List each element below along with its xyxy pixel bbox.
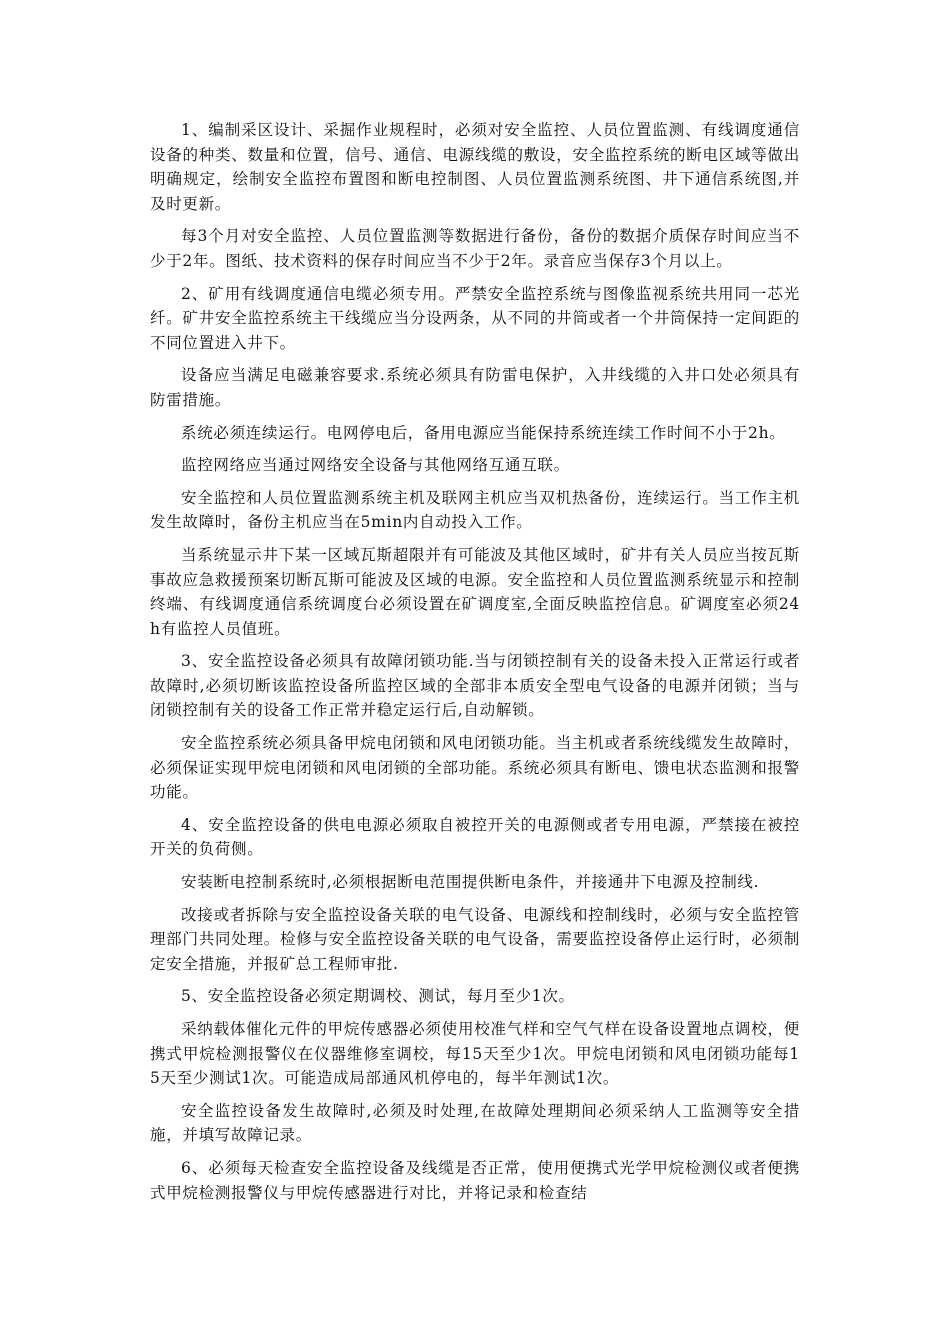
paragraph-15: 采纳载体催化元件的甲烷传感器必须使用校准气样和空气气样在设备设置地点调校，便携式甲烷检测报警仪在仪器维修室调校，每15天至少1次。甲烷电闭锁和风电闭锁功能每15天至少测试1次。可能造成局部通风机停电的，每半年测试1次。 [150, 1020, 800, 1088]
paragraph-7: 安全监控和人员位置监测系统主机及联网主机应当双机热备份，连续运行。当工作主机发生故障时，备份主机应当在5min内自动投入工作。 [150, 488, 800, 532]
paragraph-4: 设备应当满足电磁兼容要求.系统必须具有防雷电保护，入井线缆的入井口处必须具有防雷措施。 [150, 366, 800, 409]
paragraph-1: 1、编制采区设计、采掘作业规程时，必须对安全监控、人员位置监测、有线调度通信设备的种类、数量和位置，信号、通信、电源线缆的敷设，安全监控系统的断电区域等做出明确规定，绘制安全监控布置图和断电控制图、人员位置监测系统图、井下通信系统图,并及时更新。 [150, 121, 800, 213]
paragraph-14: 5、安全监控设备必须定期调校、测试，每月至少1次。 [181, 987, 575, 1006]
paragraph-13: 改接或者拆除与安全监控设备关联的电气设备、电源线和控制线时，必须与安全监控管理部门共同处理。检修与安全监控设备关联的电气设备，需要监控设备停止运行时，必须制定安全措施，并报矿总工程师审批. [150, 905, 800, 973]
paragraph-16: 安全监控设备发生故障时,必须及时处理,在故障处理期间必须采纳人工监测等安全措施，并填写故障记录。 [150, 1101, 800, 1145]
paragraph-12: 安装断电控制系统时,必须根据断电范围提供断电条件，并接通井下电源及控制线. [181, 873, 760, 892]
paragraph-8: 当系统显示井下某一区域瓦斯超限并有可能波及其他区域时，矿井有关人员应当按瓦斯事故应急救援预案切断瓦斯可能波及区域的电源。安全监控和人员位置监测系统显示和控制终端、有线调度通信系统调度台必须设置在矿调度室,全面反映监控信息。矿调度室必须24h有监控人员值班。 [150, 545, 800, 638]
paragraph-6: 监控网络应当通过网络安全设备与其他网络互通互联。 [181, 456, 570, 475]
paragraph-5: 系统必须连续运行。电网停电后，备用电源应当能保持系统连续工作时间不小于2h。 [181, 423, 786, 442]
paragraph-9: 3、安全监控设备必须具有故障闭锁功能.当与闭锁控制有关的设备未投入正常运行或者故障时,必须切断该监控设备所监控区域的全部非本质安全型电气设备的电源并闭锁；当与闭锁控制有关的设备工作正常并稳定运行后,自动解锁。 [150, 652, 800, 720]
document-body [150, 118, 800, 1213]
paragraph-10: 安全监控系统必须具备甲烷电闭锁和风电闭锁功能。当主机或者系统线缆发生故障时，必须保证实现甲烷电闭锁和风电闭锁的全部功能。系统必须具有断电、馈电状态监测和报警功能。 [150, 734, 800, 802]
paragraph-17: 6、必须每天检查安全监控设备及线缆是否正常，使用便携式光学甲烷检测仪或者便携式甲烷检测报警仪与甲烷传感器进行对比，并将记录和检查结 [150, 1158, 800, 1202]
paragraph-2: 每3个月对安全监控、人员位置监测等数据进行备份，备份的数据介质保存时间应当不少于2年。图纸、技术资料的保存时间应当不少于2年。录音应当保存3个月以上。 [150, 227, 800, 270]
paragraph-11: 4、安全监控设备的供电电源必须取自被控开关的电源侧或者专用电源，严禁接在被控开关的负荷侧。 [150, 815, 800, 859]
paragraph-3: 2、矿用有线调度通信电缆必须专用。严禁安全监控系统与图像监视系统共用同一芯光纤。矿井安全监控系统主干线缆应当分设两条，从不同的井筒或者一个井筒保持一定间距的不同位置进入井下。 [150, 284, 800, 352]
